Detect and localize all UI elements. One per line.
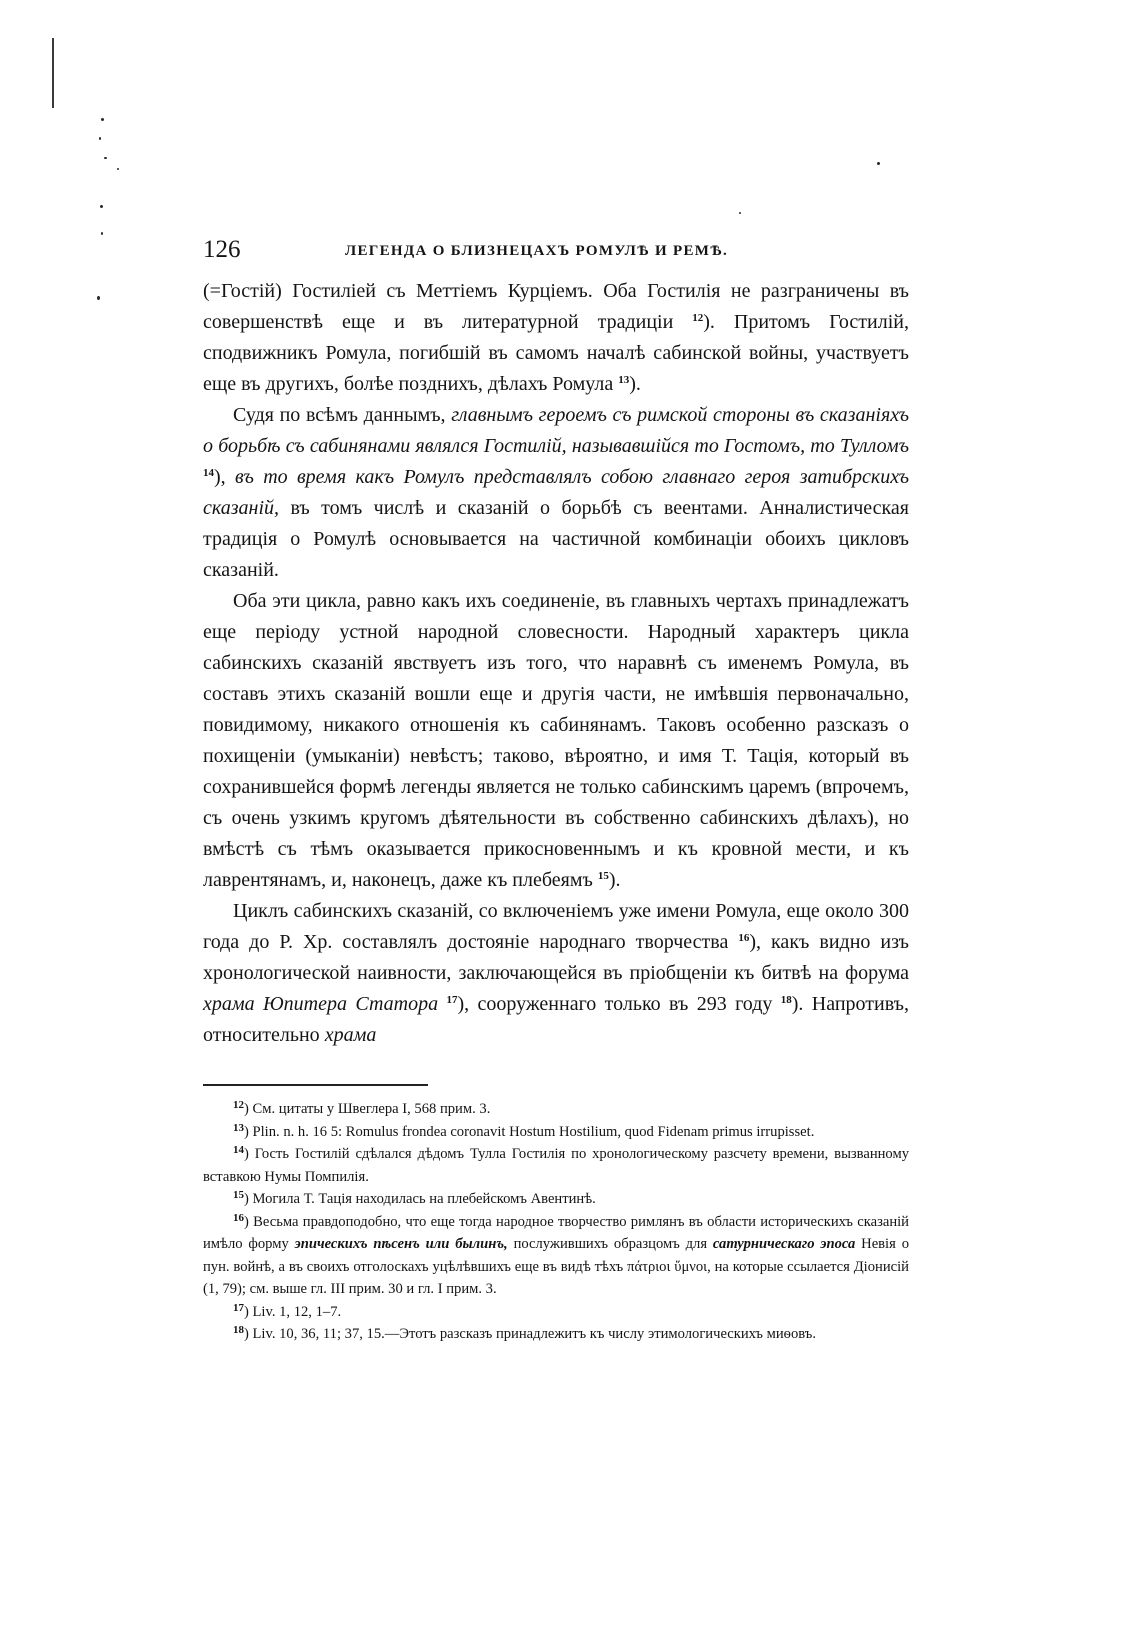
footnotes xyxy=(203,1098,909,1346)
scan-speck xyxy=(877,162,880,165)
emphasis-text: храма Юпитера Статора xyxy=(203,993,439,1015)
footnote-ref-13[interactable]: 13 xyxy=(618,374,630,386)
scan-speck xyxy=(97,296,100,300)
scan-speck xyxy=(99,137,101,140)
page-number: 126 xyxy=(203,236,241,263)
scan-speck xyxy=(101,118,104,121)
footnote-ref-15[interactable]: 15 xyxy=(597,870,609,882)
scan-speck xyxy=(104,157,107,159)
emphasis-text: храма xyxy=(324,1024,377,1046)
scan-speck xyxy=(101,232,103,235)
emphasis-text: главнымъ героемъ съ римской стороны въ сказаніяхъ о борьбѣ съ сабинянами являлся Гостилій, называвшійся то Гостомъ, то Тулломъ xyxy=(203,404,909,457)
book-page xyxy=(203,236,909,1346)
running-title: ЛЕГЕНДА О БЛИЗНЕЦАХЪ РОМУЛѢ И РЕМѢ. xyxy=(345,243,729,259)
main-text xyxy=(203,276,909,1051)
paragraph-2: Судя по всѣмъ даннымъ, главнымъ героемъ съ римской стороны въ сказаніяхъ о борьбѣ съ сабинянами являлся Гостилій, называвшійся то Гостомъ, то Тулломъ $^{14}$), въ то время какъ Ромулъ представлялъ собою главнаго героя затибрскихъ сказаній, въ томъ числѣ и сказаній о борьбѣ съ веентами. Анналистическая традиція о Ромулѣ основывается на частичной комбинаціи обоихъ цикловъ сказаній. xyxy=(203,404,909,581)
scan-speck xyxy=(100,205,103,208)
footnote-13: $^{13}$) Plin. n. h. 16 5: Romulus frondea coronavit Hostum Hostilium, quod Fidenam primus irrupisset. xyxy=(233,1121,815,1140)
paragraph-4: Циклъ сабинскихъ сказаній, со включеніемъ уже имени Ромула, еще около 300 года до Р. Хр. составлялъ достояніе народнаго творчества $^{16}$), какъ видно изъ хронологической наивности, заключающейся въ пріобщеніи къ битвѣ на форума храма Юпитера Статора $^{17}$), сооруженнаго только въ 293 году $^{18}$). Напротивъ, относительно храма xyxy=(203,900,910,1046)
footnote-17: $^{17}$) Liv. 1, 12, 1–7. xyxy=(233,1301,342,1320)
footnote-ref-12[interactable]: 12 xyxy=(692,312,704,324)
running-head xyxy=(203,236,909,276)
footnote-12: $^{12}$) См. цитаты у Швеглера I, 568 прим. 3. xyxy=(233,1099,491,1117)
scan-speck xyxy=(117,168,119,170)
paragraph-1: (=Гостій) Гостиліей съ Меттіемъ Курціемъ. Оба Гостилія не разграничены въ совершенствѣ еще и въ литературной традиціи $^{12}$). Притомъ Гостилій, сподвижникъ Ромула, погибшій въ самомъ началѣ сабинской войны, участвуетъ еще въ другихъ, болѣе позднихъ, дѣлахъ Ромула $^{13}$). xyxy=(203,280,909,395)
scan-edge-mark xyxy=(52,38,54,108)
footnote-ref-14[interactable]: 14 xyxy=(203,467,214,479)
footnote-14: $^{14}$) Гость Гостилій сдѣлался дѣдомъ Тулла Гостилія по хронологическому разсчету времени, вызванному вставкою Нумы Помпилія. xyxy=(203,1144,909,1185)
paragraph-3: Оба эти цикла, равно какъ ихъ соединеніе, въ главныхъ чертахъ принадлежатъ еще періоду устной народной словесности. Народный характеръ цикла сабинскихъ сказаній явствуетъ изъ того, что наравнѣ съ именемъ Ромула, въ составъ этихъ сказаній вошли еще и другія части, не имѣвшія первоначально, повидимому, никакого отношенія къ сабинянамъ. Таковъ особенно разсказъ о похищеніи (умыканіи) невѣстъ; таково, вѣроятно, и имя Т. Тація, который въ сохранившейся формѣ легенды является не только сабинскимъ царемъ (впрочемъ, съ очень узкимъ кругомъ дѣятельности въ собственно сабинскихъ дѣлахъ), но вмѣстѣ съ тѣмъ оказывается прикосновеннымъ и къ кровной мести, и къ лаврентянамъ, и, наконецъ, даже къ плебеямъ $^{15}$). xyxy=(203,590,909,891)
footnote-ref-16[interactable]: 16 xyxy=(738,932,750,944)
footnote-ref-18[interactable]: 18 xyxy=(780,994,792,1006)
footnote-16: $^{16}$) Весьма правдоподобно, что еще тогда народное творчество римлянъ въ области историческихъ сказаній имѣло форму эпическихъ пѣсенъ или былинъ, послужившихъ образцомъ для сатурническаго эпоса Невія о пун. войнѣ, а въ своихъ отголоскахъ уцѣлѣвшихъ еще въ видѣ тѣхъ πάτριοι ὕμνοι, на которые ссылается Діонисій (1, 79); см. выше гл. III прим. 30 и гл. I прим. 3. xyxy=(203,1211,909,1297)
footnote-15: $^{15}$) Могила Т. Тація находилась на плебейскомъ Авентинѣ. xyxy=(233,1189,596,1207)
scan-speck xyxy=(739,212,741,214)
footnote-divider xyxy=(203,1084,428,1086)
footnote-18: $^{18}$) Liv. 10, 36, 11; 37, 15.—Этотъ разсказъ принадлежитъ къ числу этимологическихъ миѳовъ. xyxy=(233,1324,816,1342)
emphasis-text: въ то время какъ Ромулъ представлялъ собою главнаго героя затибрскихъ сказаній, xyxy=(203,466,909,519)
footnote-ref-17[interactable]: 17 xyxy=(446,994,458,1006)
